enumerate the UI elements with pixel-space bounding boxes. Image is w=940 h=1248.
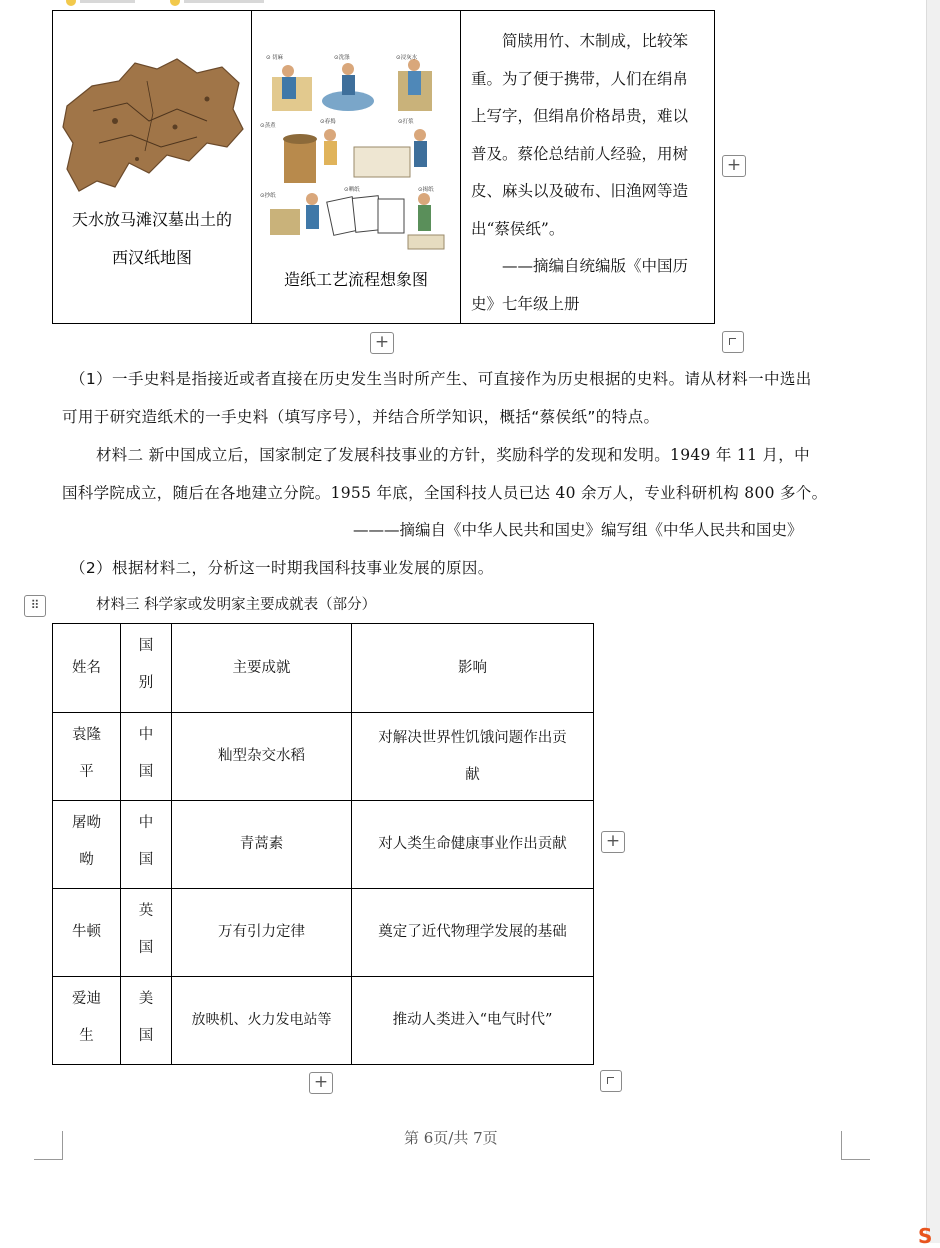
papermaking-process-image <box>258 49 454 259</box>
table-resize-handle[interactable] <box>722 331 744 353</box>
app-logo-icon[interactable]: S <box>918 1224 933 1248</box>
map-caption-line1: 天水放马滩汉墓出土的 <box>71 210 232 229</box>
material1-text-line: 重。为了便于携带，人们在绢帛 <box>471 69 689 88</box>
header-achievement: 主要成就 <box>172 624 352 713</box>
cell-name: 爱迪 生 <box>53 977 121 1065</box>
question2: （2）根据材料二，分析这一时期我国科技事业发展的原因。 <box>70 559 494 577</box>
table-row <box>53 713 594 801</box>
cell-achievement: 青蒿素 <box>172 801 352 889</box>
page-number: 第 6页/共 7页 <box>404 1129 498 1147</box>
cell-achievement: 放映机、火力发电站等 <box>172 977 352 1065</box>
add-row-button[interactable]: + <box>309 1072 333 1094</box>
cell-country: 英 国 <box>121 889 172 977</box>
cell-impact: 对解决世界性饥饿问题作出贡 献 <box>352 713 594 801</box>
cell-country: 美 国 <box>121 977 172 1065</box>
cell-country: 中 国 <box>121 713 172 801</box>
header-country: 国 别 <box>121 624 172 713</box>
question1-line2: 可用于研究造纸术的一手史料（填写序号），并结合所学知识，概括“蔡侯纸”的特点。 <box>62 408 660 426</box>
cell-country: 中 国 <box>121 801 172 889</box>
papermaking-cell <box>252 11 461 324</box>
cell-name: 屠呦 呦 <box>53 801 121 889</box>
cell-name: 牛顿 <box>53 889 121 977</box>
header-name: 姓名 <box>53 624 121 713</box>
table-header-row <box>53 624 594 713</box>
cell-impact: 奠定了近代物理学发展的基础 <box>352 889 594 977</box>
cell-achievement: 籼型杂交水稻 <box>172 713 352 801</box>
material2-line1: 材料二 新中国成立后，国家制定了发展科技事业的方针，奖励科学的发现和发明。1949 年 11 月，中 <box>96 446 810 464</box>
table-row <box>53 977 594 1065</box>
watermark-strip <box>60 0 290 6</box>
map-cell <box>53 11 252 324</box>
add-column-button[interactable]: + <box>722 155 746 177</box>
material1-text-line: 简牍用竹、木制成，比较笨 <box>502 32 689 50</box>
process-label: ⊙晒纸 <box>344 187 360 193</box>
achievements-table <box>52 623 594 1065</box>
process-caption: 造纸工艺流程想象图 <box>283 270 428 289</box>
process-label: ⊙揭纸 <box>418 187 434 193</box>
add-column-button[interactable]: + <box>601 831 625 853</box>
material1-text-cell <box>461 11 715 324</box>
material1-text-line: 普及。蔡伦总结前人经验，用树 <box>471 144 689 163</box>
process-label: 切麻 <box>272 55 284 61</box>
window-scrollbar-gutter[interactable] <box>926 0 940 1243</box>
cell-name: 袁隆 平 <box>53 713 121 801</box>
cell-achievement: 万有引力定律 <box>172 889 352 977</box>
process-label: ⊙洗涤 <box>334 55 350 61</box>
table-row <box>53 889 594 977</box>
process-label: ⊙浸灰水 <box>396 55 418 61</box>
header-impact: 影响 <box>352 624 594 713</box>
table-row <box>53 801 594 889</box>
map-caption-line2: 西汉纸地图 <box>111 248 192 267</box>
process-label: ⊙蒸煮 <box>260 123 276 129</box>
cell-impact: 推动人类进入“电气时代” <box>352 977 594 1065</box>
material1-table <box>52 10 715 324</box>
material1-source-line: 史》七年级上册 <box>471 294 580 313</box>
material1-text-line: 上写字，但绢帛价格昂贵，难以 <box>471 107 689 125</box>
material1-text-line: 皮、麻头以及破布、旧渔网等造 <box>471 182 689 200</box>
material1-source-line: ——摘编自统编版《中国历 <box>502 257 689 275</box>
process-label: ⊙打浆 <box>398 119 414 125</box>
page-margin-mark <box>841 1131 870 1160</box>
add-row-button[interactable]: + <box>370 332 394 354</box>
process-label: ⊙舂捣 <box>320 119 336 125</box>
cell-impact: 对人类生命健康事业作出贡献 <box>352 801 594 889</box>
table-resize-handle[interactable] <box>600 1070 622 1092</box>
material2-source: ———摘编自《中华人民共和国史》编写组《中华人民共和国史》 <box>353 521 803 539</box>
paper-map-image <box>57 51 247 201</box>
material1-text-line: 出“蔡侯纸”。 <box>471 219 565 238</box>
material3-title: 材料三 科学家或发明家主要成就表（部分） <box>96 597 377 613</box>
table-move-handle[interactable]: ⠿ <box>24 595 46 617</box>
process-label: ⊙抄纸 <box>260 193 276 199</box>
question1-line1: （1）一手史料是指接近或者直接在历史发生当时所产生、可直接作为历史根据的史料。请从材料一中选出 <box>70 370 812 388</box>
page-margin-mark <box>34 1131 63 1160</box>
svg-text:⊙: ⊙ <box>266 55 271 61</box>
material2-line2: 国科学院成立，随后在各地建立分院。1955 年底，全国科技人员已达 40 余万人，专业科研机构 800 多个。 <box>62 484 828 502</box>
